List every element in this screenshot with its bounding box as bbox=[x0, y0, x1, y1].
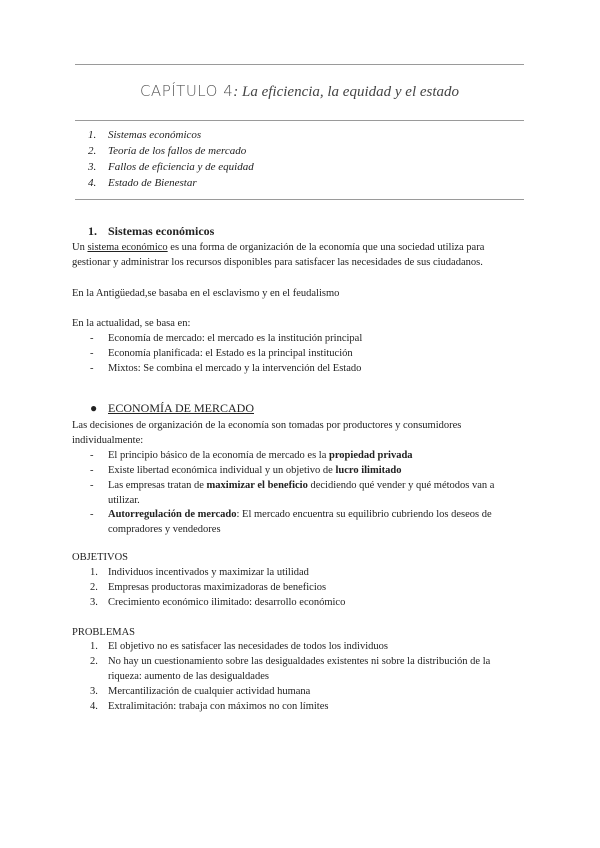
list-item: - Autorregulación de mercado: El mercado encuentra su equilibrio cubriendo los deseos de compradores y vendedores bbox=[90, 509, 492, 535]
numbered-item: 1. Individuos incentivados y maximizar la utilidad bbox=[90, 567, 309, 578]
numbered-item: 4. Extralimitación: trabaja con máximos no con límites bbox=[90, 701, 329, 712]
numbered-item: 3. Crecimiento económico ilimitado: desarrollo económico bbox=[90, 597, 346, 608]
toc-item: 3. Fallos de eficiencia y de equidad bbox=[88, 161, 254, 173]
actualidad-paragraph: En la actualidad, se basa en: bbox=[72, 318, 191, 329]
chapter-title bbox=[75, 82, 524, 101]
chapter-number: CAPÍTULO 4 bbox=[139, 82, 234, 100]
numbered-item: 2. No hay un cuestionamiento sobre las desigualdades existentes ni sobre la distribución de la riqueza: aumento de las desigualdades bbox=[90, 656, 491, 682]
toc-item: 4. Estado de Bienestar bbox=[88, 177, 197, 189]
list-item: - El principio básico de la economía de mercado es la propiedad privada bbox=[90, 450, 413, 461]
numbered-item: 2. Empresas productoras maximizadoras de beneficios bbox=[90, 582, 327, 593]
definition-paragraph: Un sistema económico es una forma de organización de la economía que una sociedad utiliza para gestionar y administrar los recursos disponibles para satisfacer las necesidades de sus ciudadanos. bbox=[72, 242, 485, 268]
section-heading: 1. Sistemas económicos bbox=[88, 224, 215, 238]
toc-item: 2. Teoría de los fallos de mercado bbox=[88, 145, 247, 157]
mercado-intro: Las decisiones de organización de la economía son tomadas por productores y consumidores individualmente: bbox=[72, 420, 462, 446]
chapter-subtitle: : La eficiencia, la equidad y el estado bbox=[233, 84, 460, 100]
list-item: - Existe libertad económica individual y un objetivo de lucro ilimitado bbox=[90, 465, 402, 476]
term-link: sistema económico bbox=[87, 242, 168, 253]
problemas-heading: PROBLEMAS bbox=[72, 627, 136, 638]
top-rule bbox=[75, 64, 524, 65]
list-item: - Las empresas tratan de maximizar el beneficio decidiendo qué vender y qué métodos van a utilizar. bbox=[90, 480, 495, 506]
toc-item: 1. Sistemas económicos bbox=[88, 129, 202, 141]
numbered-item: 3. Mercantilización de cualquier actividad humana bbox=[90, 686, 311, 697]
list-item: - Economía planificada: el Estado es la principal institución bbox=[90, 348, 353, 359]
subsection-heading: ● ECONOMÍA DE MERCADO bbox=[90, 401, 255, 415]
antiguedad-paragraph: En la Antigüedad,se basaba en el esclavismo y en el feudalismo bbox=[72, 288, 340, 299]
objetivos-heading: OBJETIVOS bbox=[72, 552, 129, 563]
list-item: - Mixtos: Se combina el mercado y la intervención del Estado bbox=[90, 363, 362, 374]
list-item: - Economía de mercado: el mercado es la institución principal bbox=[90, 333, 363, 344]
table-of-contents bbox=[88, 127, 254, 191]
numbered-item: 1. El objetivo no es satisfacer las necesidades de todos los individuos bbox=[90, 641, 388, 652]
chapter-rule bbox=[75, 120, 524, 121]
toc-rule bbox=[75, 199, 524, 200]
